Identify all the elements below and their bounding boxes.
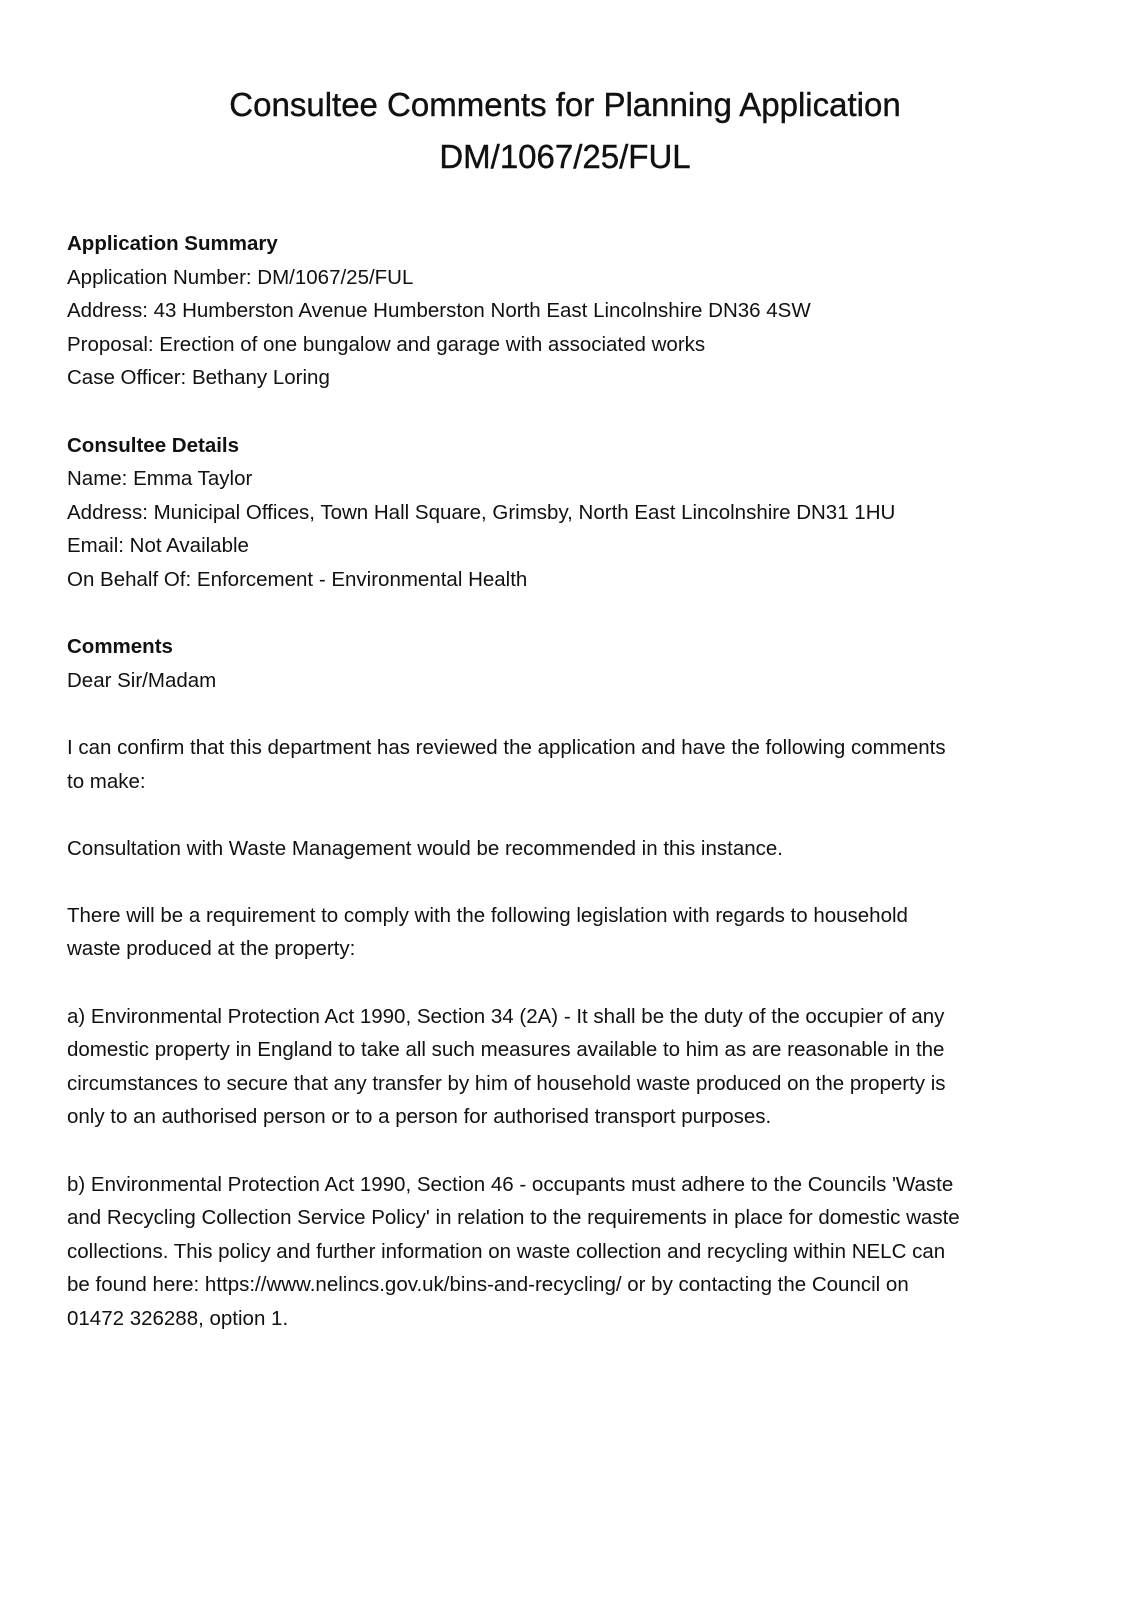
paragraph-line: collections. This policy and further information on waste collection and recycling within NELC can bbox=[67, 1239, 946, 1263]
comments-section bbox=[67, 630, 1067, 1335]
consultee-email: Email: Not Available bbox=[67, 534, 249, 558]
consultee-name: Name: Emma Taylor bbox=[67, 467, 253, 491]
title-line-1: Consultee Comments for Planning Application bbox=[229, 86, 901, 123]
spacer bbox=[67, 798, 1067, 832]
paragraph-line: domestic property in England to take all such measures available to him as are reasonable in the bbox=[67, 1038, 945, 1062]
paragraph-line: circumstances to secure that any transfer by him of household waste produced on the property is bbox=[67, 1071, 946, 1095]
paragraph-line: b) Environmental Protection Act 1990, Section 46 - occupants must adhere to the Councils 'Waste bbox=[67, 1172, 954, 1196]
comment-paragraph bbox=[67, 1000, 1067, 1134]
application-summary-section bbox=[67, 227, 1067, 395]
case-officer: Case Officer: Bethany Loring bbox=[67, 366, 330, 390]
paragraph-line: and Recycling Collection Service Policy' in relation to the requirements in place for domestic waste bbox=[67, 1206, 960, 1230]
paragraph-line: waste produced at the property: bbox=[67, 937, 356, 961]
on-behalf-of: On Behalf Of: Enforcement - Environmental Health bbox=[67, 567, 528, 591]
consultee-details-section bbox=[67, 429, 1067, 597]
paragraph-line: be found here: https://www.nelincs.gov.uk/bins-and-recycling/ or by contacting the Council on bbox=[67, 1273, 909, 1297]
proposal: Proposal: Erection of one bungalow and garage with associated works bbox=[67, 332, 706, 356]
application-number: Application Number: DM/1067/25/FUL bbox=[67, 265, 414, 289]
comment-paragraph bbox=[67, 899, 1067, 966]
section-heading: Consultee Details bbox=[67, 433, 240, 457]
spacer bbox=[67, 1134, 1067, 1168]
greeting: Dear Sir/Madam bbox=[67, 668, 217, 692]
site-address: Address: 43 Humberston Avenue Humberston North East Lincolnshire DN36 4SW bbox=[67, 299, 811, 323]
section-heading: Application Summary bbox=[67, 232, 278, 255]
paragraph-line: There will be a requirement to comply with the following legislation with regards to household bbox=[67, 903, 908, 927]
comment-paragraph bbox=[67, 731, 1067, 798]
spacer bbox=[67, 597, 1067, 631]
paragraph-line: Consultation with Waste Management would be recommended in this instance. bbox=[67, 836, 783, 860]
comment-paragraphs bbox=[67, 697, 1067, 1335]
comment-paragraph bbox=[67, 832, 1067, 866]
document-body bbox=[67, 227, 1067, 1336]
title-application-number: DM/1067/25/FUL bbox=[439, 138, 691, 175]
paragraph-line: 01472 326288, option 1. bbox=[67, 1307, 289, 1330]
comment-paragraph bbox=[67, 1168, 1067, 1336]
spacer bbox=[67, 395, 1067, 429]
paragraph-line: I can confirm that this department has reviewed the application and have the following comments bbox=[67, 735, 946, 759]
spacer bbox=[67, 697, 1067, 731]
spacer bbox=[67, 865, 1067, 899]
section-heading: Comments bbox=[67, 635, 173, 659]
spacer bbox=[67, 966, 1067, 1000]
page-title bbox=[0, 79, 1130, 183]
consultee-address: Address: Municipal Offices, Town Hall Square, Grimsby, North East Lincolnshire DN31 1HU bbox=[67, 500, 896, 524]
paragraph-line: only to an authorised person or to a person for authorised transport purposes. bbox=[67, 1105, 772, 1129]
paragraph-line: to make: bbox=[67, 769, 146, 793]
paragraph-line: a) Environmental Protection Act 1990, Section 34 (2A) - It shall be the duty of the occupier of any bbox=[67, 1004, 945, 1028]
